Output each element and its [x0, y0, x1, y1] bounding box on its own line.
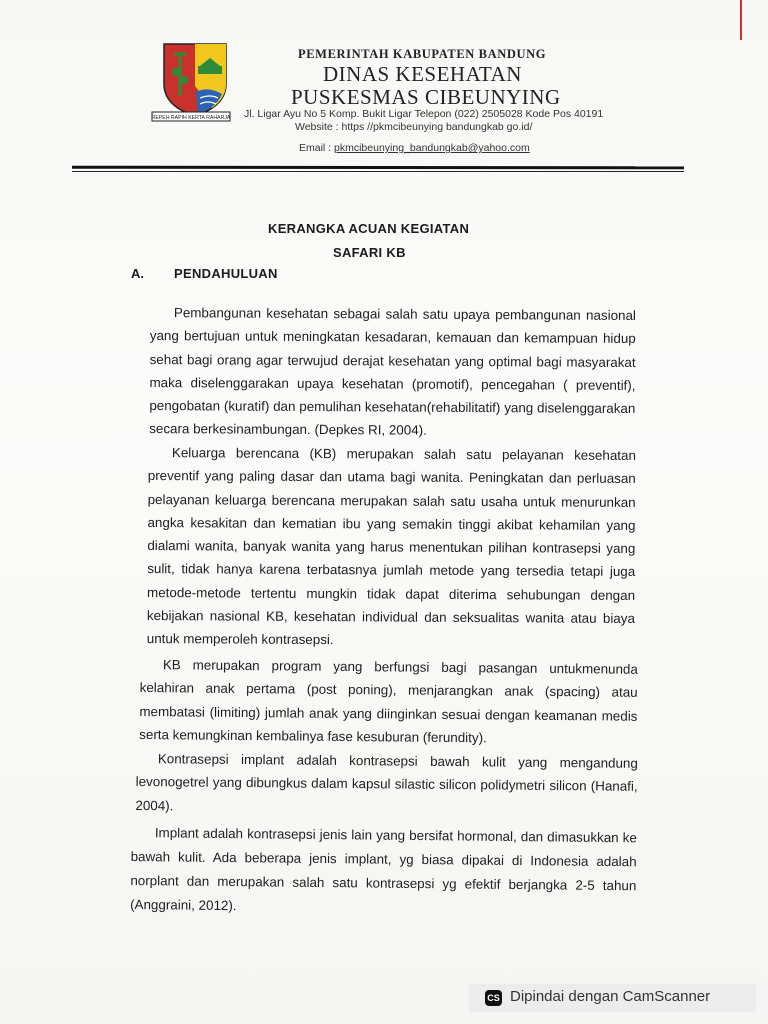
email-label: Email :: [299, 142, 332, 154]
logo-motto: REPEH RAPIH KERTA RAHARJA: [151, 115, 231, 121]
paragraph-3: KB merupakan program yang berfungsi bagi pasangan untukmenunda kelahiran anak pertama (post poning), menjarangkan anak (spacing) atau membatasi (limiting) jumlah anak yang diinginkan sesuai dengan keamanan medis serta kemungkinan kembalinya fase kesuburan (ferundity).: [139, 657, 638, 746]
section-title: PENDAHULUAN: [174, 266, 278, 281]
paragraph-5: Implant adalah kontrasepsi jenis lain yang bersifat hormonal, dan dimasukkan ke bawah kulit. Ada beberapa jenis implant, yg biasa dipakai di Indonesia adalah norplant dan merupakan salah satu kontrasepsi yg efektif berjangka 2-5 tahun (Anggraini, 2012).: [130, 825, 637, 914]
document-subtitle: SAFARI KB: [333, 245, 406, 260]
document-title: KERANGKA ACUAN KEGIATAN: [268, 221, 470, 236]
camscanner-watermark: [469, 984, 756, 1012]
clinic-email-line: [299, 142, 530, 154]
government-name: PEMERINTAH KABUPATEN BANDUNG: [298, 47, 547, 61]
agency-name: DINAS KESEHATAN: [323, 62, 522, 86]
clinic-address: Jl. Ligar Ayu No 5 Komp. Bukit Ligar Telepon (022) 2505028 Kode Pos 40191: [244, 108, 604, 120]
clinic-name: PUSKESMAS CIBEUNYING: [291, 85, 561, 109]
paragraph-4: Kontrasepsi implant adalah kontrasepsi bawah kulit yang mengandung levonogetrel yang dibungkus dalam kapsul silastic silicon polidymetri silicon (Hanafi, 2004).: [135, 751, 638, 814]
letterhead-rule-thin: [72, 171, 684, 172]
scan-edge-mark: [740, 0, 742, 40]
paragraph-1: Pembangunan kesehatan sebagai salah satu upaya pembangunan nasional yang bertujuan untuk meningkatan kesadaran, kemauan dan kemampuan hidup sehat bagi orang agar terwujud derajat kesehatan yang optimal bagi masyarakat maka diselenggarakan upaya kesehatan (promotif), pencegahan ( preventif), pengobatan (kuratif) dan pemulihan kesehatan(rehabilitatif) yang diselenggarakan secara berkesinambungan. (Depkes RI, 2004).: [149, 305, 636, 439]
section-number: A.: [131, 266, 144, 281]
clinic-website: Website : https //pkmcibeunying bandungkab go.id/: [295, 121, 533, 133]
kabupaten-bandung-logo: [146, 36, 236, 126]
camscanner-icon: CS: [485, 990, 502, 1006]
letterhead-rule-thick: [72, 166, 684, 170]
camscanner-text: Dipindai dengan CamScanner: [510, 988, 711, 1005]
paragraph-2: Keluarga berencana (KB) merupakan salah satu pelayanan kesehatan preventif yang paling dasar dan utama bagi wanita. Peningkatan dan perluasan pelayanan keluarga berencana merupakan salah satu usaha untuk menurunkan angka kesakitan dan kematian ibu yang semakin tinggi akibat kehamilan yang dialami wanita, banyak wanita yang harus menentukan pilihan kontrasepsi yang sulit, tidak hanya karena terbatasnya jumlah metode yang tersedia tetapi juga metode-metode tertentu mungkin tidak dapat diterima sehubungan dengan kebijakan nasional KB, kesehatan individual dan seksualitas wanita atau biaya untuk memperoleh kontrasepsi.: [146, 445, 636, 648]
email-address: pkmcibeunying_bandungkab@yahoo.com: [334, 142, 530, 154]
